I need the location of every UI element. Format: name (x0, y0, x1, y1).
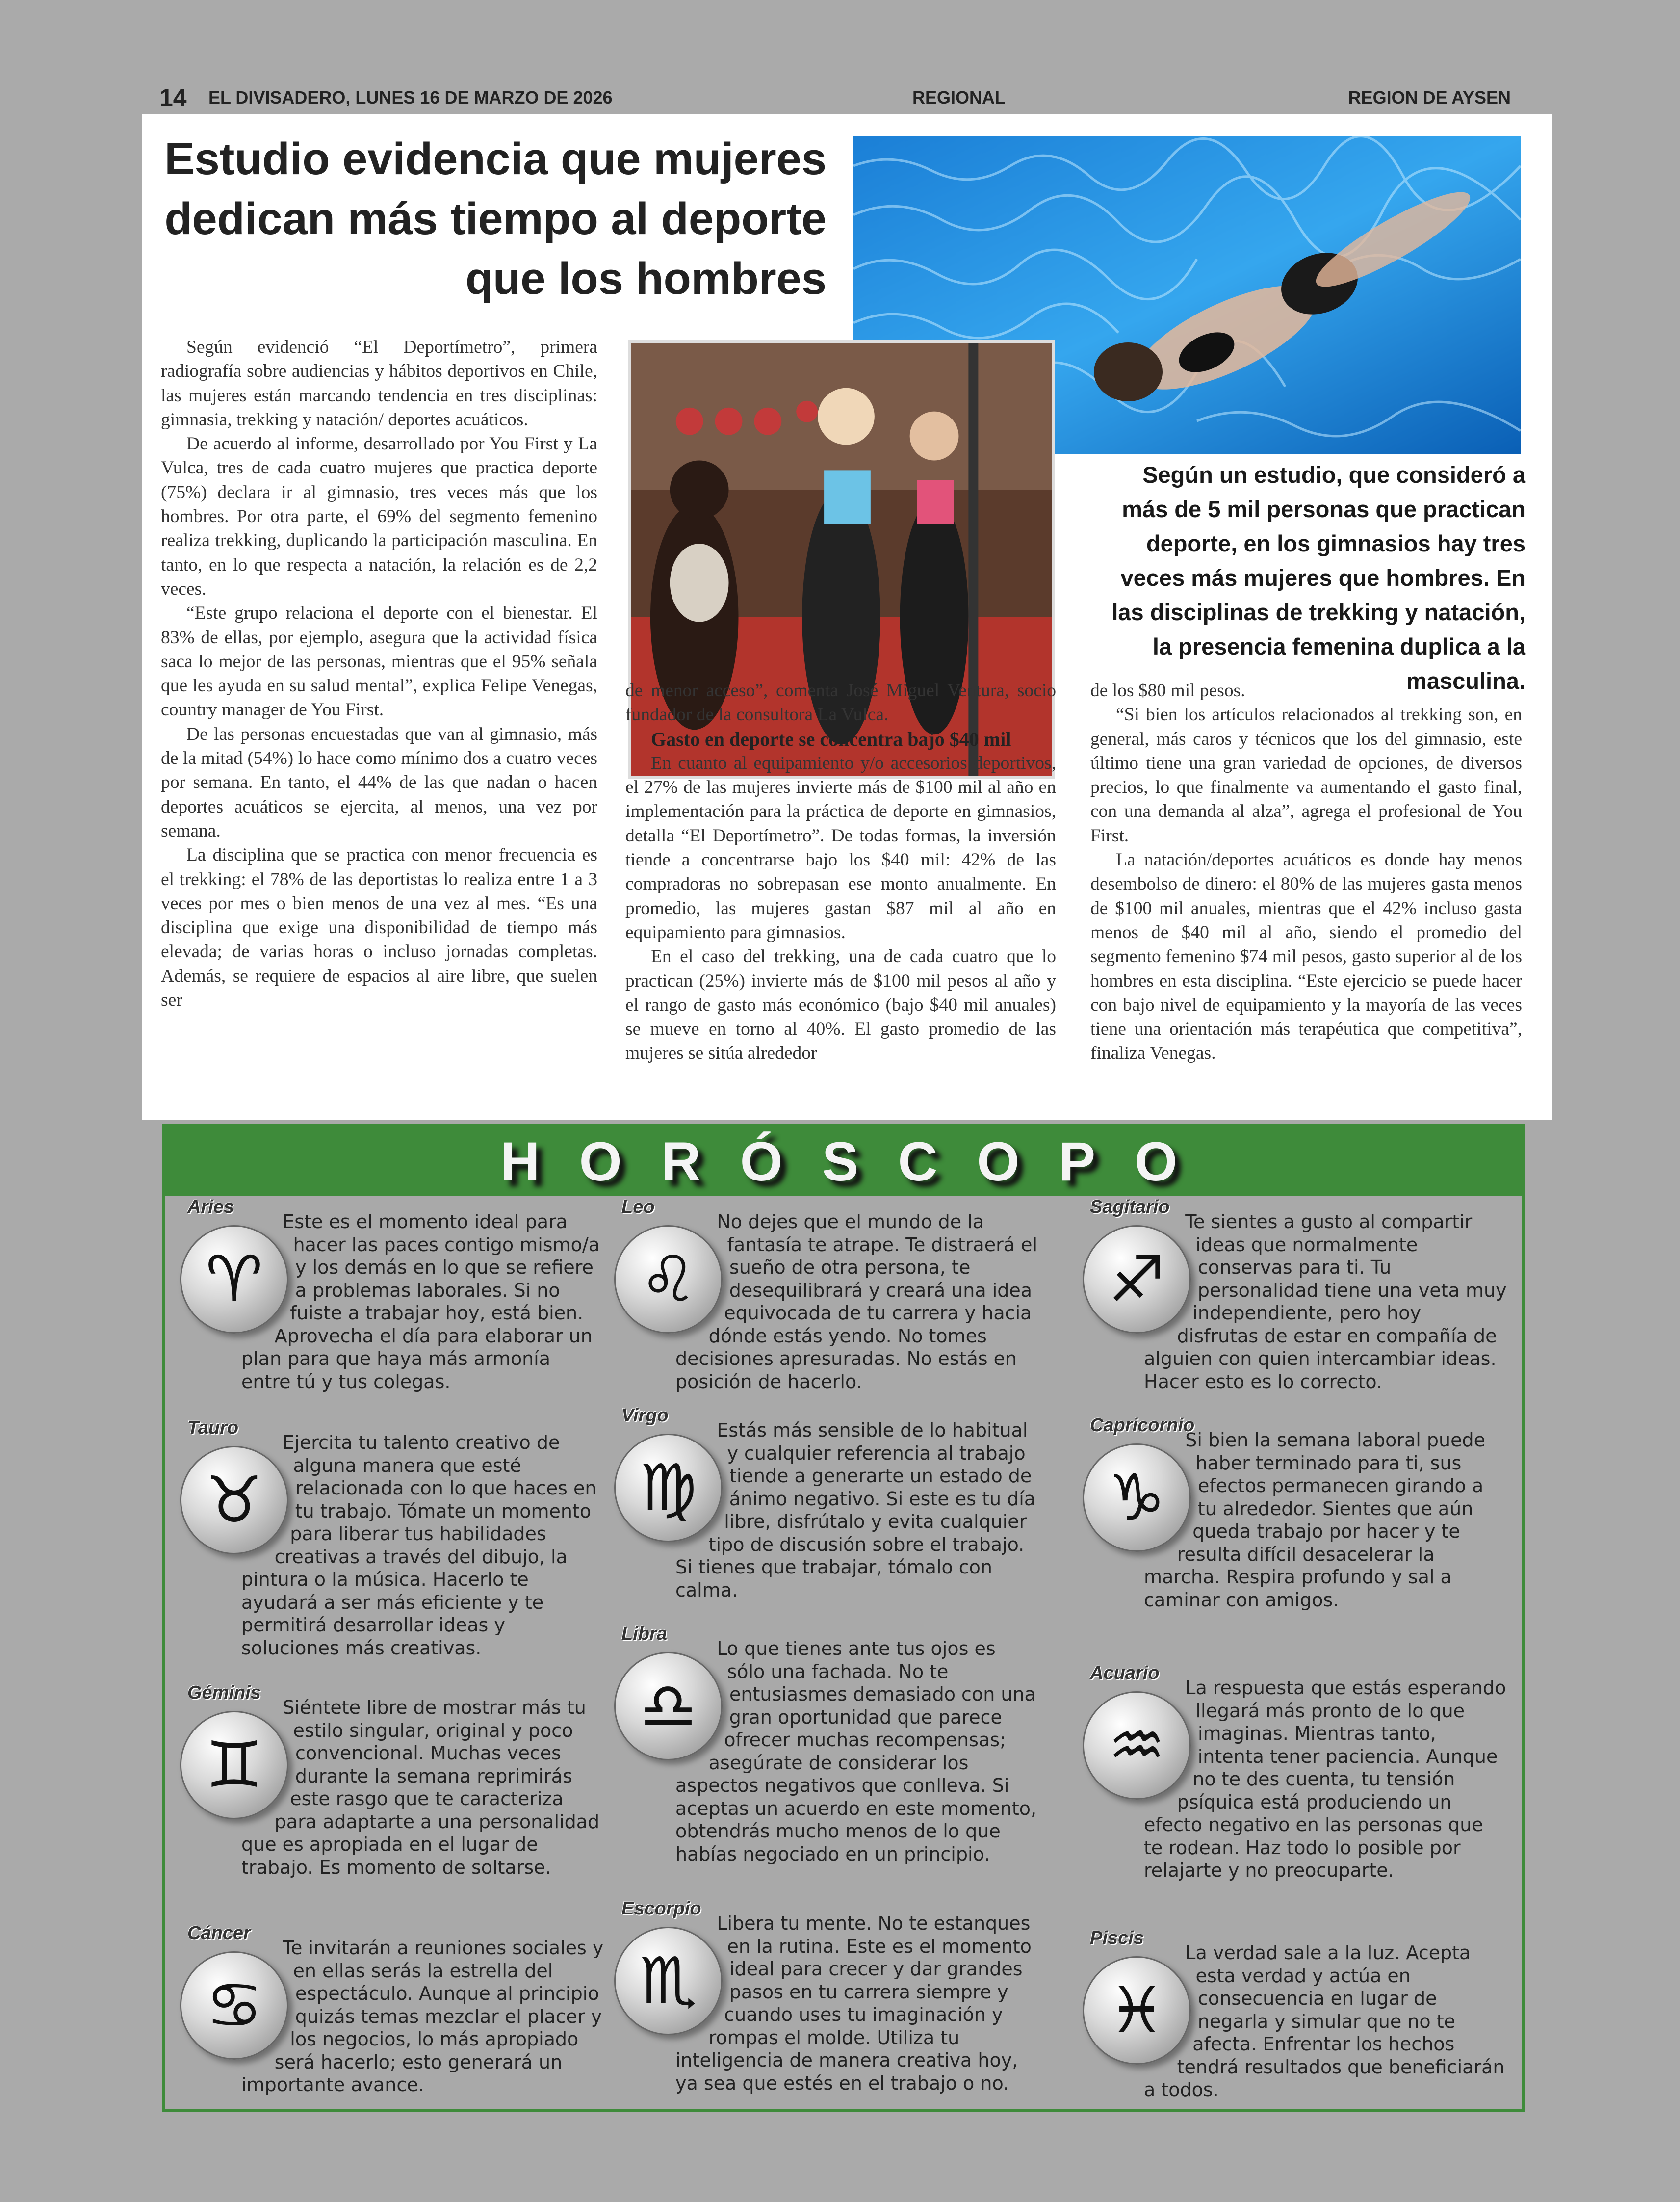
leo-icon: ♌ (614, 1225, 723, 1334)
sign-text: La respuesta que estás esperando llegará más pronto de lo que imaginas. Mientras tanto, intenta tener paciencia. Aunque no te des cuenta, tu tensión psíquica está produciendo un efecto negativo en las personas que te rodean. Haz todo lo posible por relajarte y no preocuparte. (1144, 1677, 1506, 1881)
title-letter: O (1135, 1130, 1188, 1192)
section-name: REGIONAL (912, 87, 1006, 107)
sign-text: Lo que tienes ante tus ojos es sólo una fachada. No te entusiasmes demasiado con una gran oportunidad que parece ofrecer muchas recompensas; asegúrate de considerar los aspectos negativos que conlleva. Si aceptas un acuerdo en este momento, obtendrás mucho menos de lo que habías negociado en un principio. (675, 1638, 1037, 1865)
region-name: REGION DE AYSEN (1348, 87, 1511, 107)
horoscope-section (162, 1124, 1525, 2112)
title-letter: P (1059, 1130, 1106, 1192)
sign-name: Leo (621, 1197, 655, 1217)
sign-text: Ejercita tu talento creativo de alguna manera que esté relacionada con lo que haces en tu trabajo. Tómate un momento para liberar tus habilidades creativas a través del dibujo, la pintura o la música. Hacerlo te ayudará a ser más eficiente y te permitirá desarrollar ideas y soluciones más creativas. (241, 1432, 597, 1659)
sign-text: Te sientes a gusto al compartir ideas que normalmente conservas para ti. Tu personalidad tiene una veta muy independiente, pero hoy disfrutas de estar en compañía de alguien con quien intercambiar ideas. Hacer esto es lo correcto. (1144, 1211, 1507, 1392)
paragraph: “Este grupo relaciona el deporte con el bienestar. El 83% de ellas, por ejemplo, asegura que la actividad física saca lo mejor de las personas, mientras que el 95% señala que les ayuda en su salud mental”, explica Felipe Venegas, country manager de You First. (161, 603, 597, 720)
sign-text: Libera tu mente. No te estanques en la rutina. Este es el momento ideal para crecer y dar grandes pasos en tu carrera siempre y cuando uses tu imaginación y rompas el molde. Utiliza tu inteligencia de manera creativa hoy, ya sea que estés en el trabajo o no. (675, 1913, 1032, 2094)
sign-text: Siéntete libre de mostrar más tu estilo singular, original y poco convencional. Muchas veces durante la semana reprimirás este rasgo que te caracteriza para adaptarte a una personalidad que es apropiada en el lugar de trabajo. Es momento de soltarse. (241, 1697, 600, 1878)
libra-icon: ♎ (614, 1652, 723, 1760)
virgo-icon: ♍ (614, 1434, 723, 1542)
title-letter: O (579, 1130, 632, 1192)
sign-text: No dejes que el mundo de la fantasía te atrape. Te distraerá el sueño de otra persona, te desequilibrará y creará una idea equivocada de tu carrera y hacia dónde estás yendo. No tomes decisiones apresuradas. No estás en posición de hacerlo. (675, 1211, 1038, 1392)
newspaper-date: EL DIVISADERO, LUNES 16 DE MARZO DE 2026 (208, 87, 613, 107)
sign-name: Libra (621, 1624, 667, 1644)
paragraph: En el caso del trekking, una de cada cuatro que lo practican (25%) invierte más de $100 mil pesos al año y el rango de gasto más económico (bajo $40 mil anuales) se mueve en torno al 40%. El gasto promedio de las mujeres se sitúa alrededor (625, 946, 1056, 1064)
article-column-2 (625, 679, 1056, 1066)
title-letter: C (898, 1130, 948, 1192)
sign-text: Estás más sensible de lo habitual y cualquier referencia al trabajo tiende a generarte un estado de ánimo negativo. Si este es tu día libre, disfrútalo y evita cualquier tipo de discusión sobre el trabajo. Si tienes que trabajar, tómalo con calma. (675, 1419, 1036, 1601)
horoscope-title (165, 1127, 1522, 1196)
paragraph: “Si bien los artículos relacionados al trekking son, en general, más caros y técnicos que los del gimnasio, este último tiene una gran variedad de opciones, de diversos precios, lo que finalmente va aumentando el gasto final, con una demanda al alza”, agrega el profesional de You First. (1090, 705, 1522, 846)
title-letter: S (822, 1130, 869, 1192)
sign-text: Te invitarán a reuniones sociales y en ellas serás la estrella del espectáculo. Aunque al principio quizás temas mezclar el placer y los negocios, lo más apropiado será hacerlo; esto generará un importante avance. (241, 1937, 604, 2096)
photo-caption: Según un estudio, que consideró a más de 5 mil personas que practican deporte, en los gimnasios hay tres veces más mujeres que hombres. En las disciplinas de trekking y natación, la presencia femenina duplica a la masculina. (1111, 462, 1525, 694)
title-letter: H (500, 1130, 550, 1192)
article-subheading: Gasto en deporte se concentra bajo $40 mil (651, 728, 1011, 750)
capricorn-icon: ♑ (1083, 1443, 1191, 1552)
scorpio-icon: ♏ (614, 1927, 723, 2035)
paragraph: de menor acceso”, comenta José Miguel Ventura, socio fundador de la consultora La Vulca. (625, 681, 1056, 725)
title-letter: O (977, 1130, 1030, 1192)
sign-name: Tauro (187, 1417, 239, 1438)
gemini-icon: ♊ (180, 1711, 288, 1819)
article-column-3 (1090, 679, 1522, 1066)
sign-name: Virgo (621, 1405, 669, 1426)
paragraph: de los $80 mil pesos. (1090, 681, 1245, 701)
aquarius-icon: ♒ (1083, 1691, 1191, 1800)
sagittarius-icon: ♐ (1083, 1225, 1191, 1334)
sign-name: Capricornio (1090, 1415, 1195, 1436)
paragraph: La disciplina que se practica con menor frecuencia es el trekking: el 78% de las deportistas lo realiza entre 1 a 3 veces por mes o bien menos de una vez al mes. “Es una disciplina que exige una disponibilidad de tiempo más elevada; de varias horas o incluso jornadas completas. Además, se requiere de espacios al aire libre, que suelen ser (161, 845, 597, 1011)
sign-name: Piscis (1090, 1928, 1144, 1948)
pisces-icon: ♓ (1083, 1956, 1191, 2065)
title-letter: R (661, 1130, 711, 1192)
article-column-1 (161, 335, 597, 1012)
sign-name: Acuario (1090, 1663, 1160, 1683)
sign-name: Sagitario (1090, 1197, 1170, 1217)
article-headline: Estudio evidencia que mujeres dedican más tiempo al deporte que los hombres (164, 134, 827, 304)
article (142, 114, 1552, 1120)
title-letter: Ó (740, 1130, 793, 1192)
cancer-icon: ♋ (180, 1951, 288, 2060)
paragraph: En cuanto al equipamiento y/o accesorios deportivos, el 27% de las mujeres invierte más de $100 mil al año en implementación para la práctica de deporte en gimnasios, detalla “El Deportímetro”. De todas formas, la inversión tiende a concentrarse bajo los $40 mil: 42% de las compradoras no sobrepasan ese monto anualmente. En promedio, las mujeres gastan $87 mil al año en equipamiento para gimnasios. (625, 753, 1056, 943)
sign-name: Cáncer (187, 1923, 251, 1943)
paragraph: De las personas encuestadas que van al gimnasio, más de la mitad (54%) lo hace como mínimo dos a cuatro veces por semana. En tanto, el 44% de las que nadan o hacen deportes acuáticos se ejercita, al menos, una vez por semana. (161, 724, 597, 841)
sign-text: La verdad sale a la luz. Acepta esta verdad y actúa en consecuencia en lugar de negarla y simular que no te afecta. Enfrentar los hechos tendrá resultados que beneficiarán a todos. (1144, 1942, 1505, 2100)
sign-text: Si bien la semana laboral puede haber terminado para ti, sus efectos permanecen girando a tu alrededor. Sientes que aún queda trabajo por hacer y te resulta difícil desacelerar la marcha. Respira profundo y sal a caminar con amigos. (1144, 1429, 1485, 1611)
sign-name: Géminis (187, 1682, 261, 1703)
paragraph: La natación/deportes acuáticos es donde hay menos desembolso de dinero: el 80% de las mujeres gasta menos de $100 mil anuales, mientras que el 42% incluso gasta menos de $40 mil al año, siendo el promedio del segmento femenino $74 mil pesos, gasto superior al de los hombres en esta disciplina. “Este ejercicio se puede hacer con bajo nivel de equipamiento y la mayoría de las veces tiene una orientación más terapéutica que competitiva”, finaliza Venegas. (1090, 850, 1522, 1064)
paragraph: Según evidenció “El Deportímetro”, primera radiografía sobre audiencias y hábitos deportivos en Chile, las mujeres están marcando tendencia en tres disciplinas: gimnasia, trekking y natación/ deportes acuáticos. (161, 337, 597, 430)
sign-name: Aries (187, 1197, 234, 1217)
sign-text: Este es el momento ideal para hacer las paces contigo mismo/a y los demás en lo que se refiere a problemas laborales. Si no fuiste a trabajar hoy, está bien. Aprovecha el día para elaborar un plan para que haya más armonía entre tú y tus colegas. (241, 1211, 600, 1392)
aries-icon: ♈ (180, 1225, 288, 1334)
taurus-icon: ♉ (180, 1446, 288, 1554)
paragraph: De acuerdo al informe, desarrollado por You First y La Vulca, tres de cada cuatro mujeres que practica deporte (75%) declara ir al gimnasio, tres veces más que los hombres. Por otra parte, el 69% del segmento femenino realiza trekking, duplicando la participación masculina. En tanto, en lo que respecta a natación, la relación es de 2,2 veces. (161, 434, 597, 599)
page-header (159, 83, 1521, 116)
sign-name: Escorpio (621, 1898, 701, 1919)
page-number: 14 (159, 84, 187, 111)
